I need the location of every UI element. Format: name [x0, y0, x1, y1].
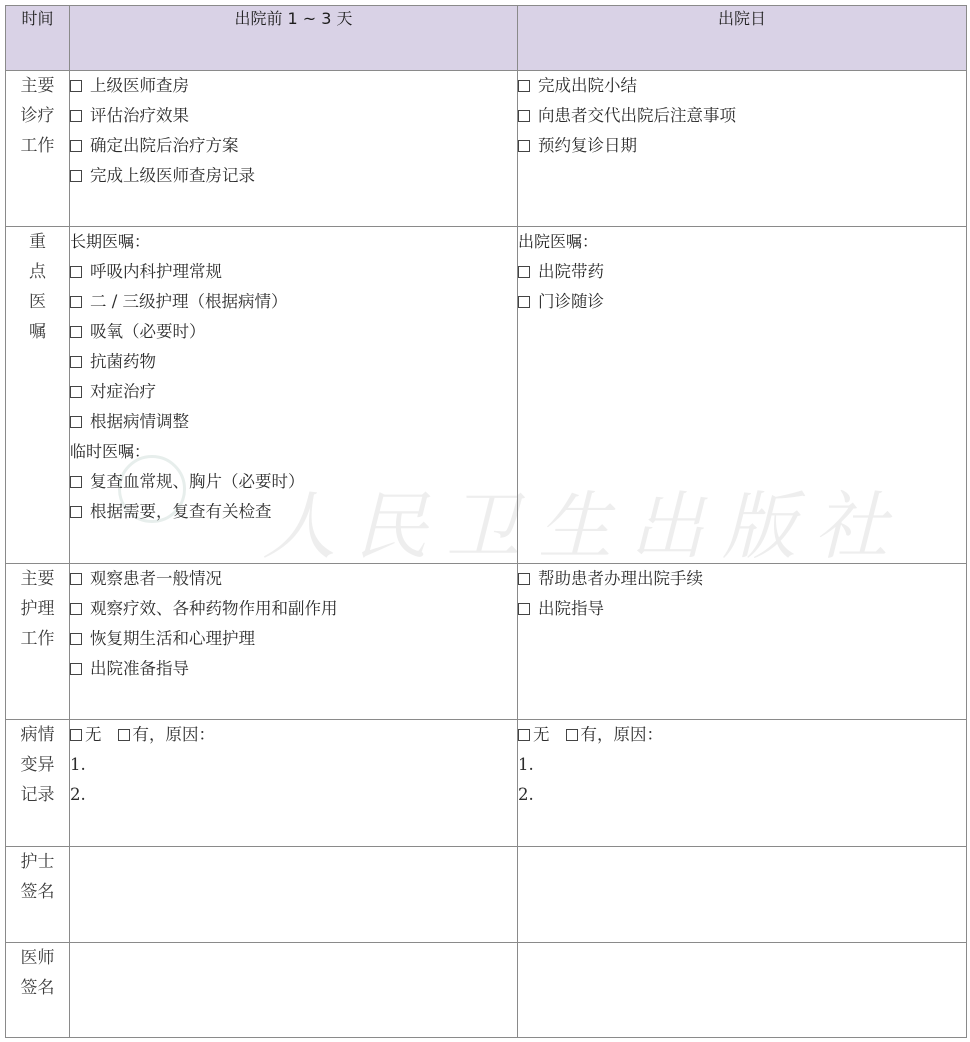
checkbox[interactable]	[518, 603, 530, 615]
checkbox-has[interactable]	[566, 729, 578, 741]
checklist-item-label: 观察疗效、各种药物作用和副作用	[90, 599, 338, 618]
checkbox[interactable]	[518, 573, 530, 585]
checkbox[interactable]	[70, 633, 82, 645]
row-label-variation	[6, 720, 70, 846]
checkbox[interactable]	[70, 140, 82, 152]
checkbox[interactable]	[70, 326, 82, 338]
checklist-item-label: 出院指导	[538, 599, 604, 618]
cell-variation-before	[70, 720, 518, 846]
cell-orders-before	[70, 227, 518, 564]
checklist-item	[70, 377, 517, 407]
checklist-item	[70, 257, 517, 287]
checkbox[interactable]	[70, 266, 82, 278]
checklist-item	[518, 101, 966, 131]
label-line: 工作	[20, 136, 55, 156]
checklist-item-label: 出院准备指导	[90, 659, 189, 678]
checkbox[interactable]	[70, 573, 82, 585]
checklist-item	[70, 407, 517, 437]
option-none-label: 无	[85, 725, 102, 745]
clinical-pathway-table	[5, 5, 967, 1038]
checklist-item	[70, 594, 517, 624]
reason-line-1[interactable]: 1.	[70, 755, 86, 775]
label-line: 护理	[20, 599, 55, 619]
checklist-item-label: 抗菌药物	[90, 352, 156, 372]
checklist-item-label: 出院带药	[538, 262, 604, 282]
checklist-item-label: 确定出院后治疗方案	[90, 136, 239, 155]
checklist-item-label: 帮助患者办理出院手续	[538, 569, 703, 588]
checklist-item-label: 观察患者一般情况	[90, 569, 222, 588]
checkbox[interactable]	[518, 110, 530, 122]
option-has-label: 有，原因：	[132, 725, 215, 745]
row-main-treatment	[6, 71, 967, 227]
checkbox-none[interactable]	[518, 729, 530, 741]
checkbox[interactable]	[70, 476, 82, 488]
checklist-item	[70, 564, 517, 594]
variation-options	[70, 720, 517, 750]
checklist-item-label: 门诊随诊	[538, 292, 604, 312]
cell-variation-discharge	[518, 720, 967, 846]
option-has-label: 有，原因：	[580, 725, 663, 745]
row-label-key-orders	[6, 227, 70, 564]
checklist-item-label: 呼吸内科护理常规	[90, 262, 222, 282]
checklist-item-label: 根据需要，复查有关检查	[90, 502, 272, 522]
checklist-item	[70, 624, 517, 654]
doctor-signature-before-field[interactable]	[70, 942, 518, 1037]
label-line: 诊疗	[20, 106, 55, 126]
nurse-signature-before-field[interactable]	[70, 846, 518, 942]
checkbox[interactable]	[70, 506, 82, 518]
label-line: 医	[29, 292, 46, 313]
doctor-signature-discharge-field[interactable]	[518, 942, 967, 1037]
checklist-item	[70, 654, 517, 684]
checklist-item	[70, 71, 517, 101]
label-line: 点	[29, 262, 46, 283]
checklist-item-label: 完成上级医师查房记录	[90, 166, 255, 185]
checklist-item-label: 吸氧（必要时）	[90, 322, 206, 342]
checkbox[interactable]	[70, 170, 82, 182]
checklist-item-label: 向患者交代出院后注意事项	[538, 106, 736, 125]
label-line: 嘱	[29, 322, 46, 343]
checkbox-none[interactable]	[70, 729, 82, 741]
header-time: 时间	[6, 6, 70, 71]
checklist-item-label: 复查血常规、胸片（必要时）	[90, 472, 305, 492]
checklist-item	[518, 71, 966, 101]
checklist-item-label: 二 / 三级护理（根据病情）	[90, 292, 288, 312]
row-nursing	[6, 564, 967, 720]
checklist-item-label: 恢复期生活和心理护理	[90, 629, 255, 648]
cell-nursing-before	[70, 564, 518, 720]
checkbox[interactable]	[70, 110, 82, 122]
checkbox[interactable]	[70, 663, 82, 675]
label-line: 工作	[20, 629, 55, 649]
checklist-item	[70, 347, 517, 377]
header-before-discharge: 出院前 1 ~ 3 天	[70, 6, 518, 71]
label-line: 记录	[20, 785, 55, 806]
checklist-item	[70, 467, 517, 497]
checklist-item-label: 上级医师查房	[90, 76, 189, 95]
reason-line-2[interactable]: 2.	[70, 785, 86, 805]
row-label-nursing	[6, 564, 70, 720]
checklist-item	[70, 497, 517, 527]
checklist-item	[70, 287, 517, 317]
nurse-signature-discharge-field[interactable]	[518, 846, 967, 942]
checkbox[interactable]	[70, 386, 82, 398]
cell-orders-discharge	[518, 227, 967, 564]
checklist-item	[70, 161, 517, 191]
label-line: 签名	[20, 881, 55, 902]
checkbox[interactable]	[518, 80, 530, 92]
checklist-item	[70, 131, 517, 161]
checklist-item-label: 对症治疗	[90, 382, 156, 402]
publisher-watermark: 人民卫生出版社	[262, 484, 906, 570]
checkbox-has[interactable]	[118, 729, 130, 741]
checkbox[interactable]	[518, 140, 530, 152]
checklist-item	[518, 257, 966, 287]
checkbox[interactable]	[70, 356, 82, 368]
option-none-label: 无	[533, 725, 550, 745]
checkbox[interactable]	[70, 603, 82, 615]
long-term-orders-heading: 长期医嘱：	[70, 232, 151, 252]
checkbox[interactable]	[518, 266, 530, 278]
header-discharge-day: 出院日	[518, 6, 967, 71]
checkbox[interactable]	[518, 296, 530, 308]
checkbox[interactable]	[70, 80, 82, 92]
label-line: 病情	[20, 725, 55, 746]
checkbox[interactable]	[70, 296, 82, 308]
label-line: 重	[29, 232, 46, 253]
variation-options	[518, 720, 966, 750]
row-label-main-treatment	[6, 71, 70, 227]
checklist-item-label: 完成出院小结	[538, 76, 637, 95]
checklist-item	[518, 594, 966, 624]
header-row	[6, 6, 967, 71]
cell-nursing-discharge	[518, 564, 967, 720]
row-label-nurse-signature	[6, 846, 70, 942]
checkbox[interactable]	[70, 416, 82, 428]
label-line: 签名	[20, 977, 55, 998]
row-variation	[6, 720, 967, 846]
reason-line-1[interactable]: 1.	[518, 755, 534, 775]
temporary-orders-heading: 临时医嘱：	[70, 442, 151, 462]
cell-treatment-before	[70, 71, 518, 227]
checklist-item	[70, 101, 517, 131]
checklist-item-label: 预约复诊日期	[538, 136, 637, 155]
reason-line-2[interactable]: 2.	[518, 785, 534, 805]
row-doctor-signature	[6, 942, 967, 1037]
label-line: 变异	[20, 755, 55, 776]
row-label-doctor-signature	[6, 942, 70, 1037]
label-line: 主要	[20, 569, 55, 589]
cell-treatment-discharge	[518, 71, 967, 227]
label-line: 护士	[20, 851, 55, 872]
checklist-item	[518, 564, 966, 594]
checklist-item-label: 评估治疗效果	[90, 106, 189, 125]
discharge-orders-heading: 出院医嘱：	[518, 232, 599, 252]
row-key-orders	[6, 227, 967, 564]
checklist-item	[518, 287, 966, 317]
row-nurse-signature	[6, 846, 967, 942]
label-line: 主要	[20, 76, 55, 96]
checklist-item-label: 根据病情调整	[90, 412, 189, 432]
checklist-item	[70, 317, 517, 347]
checklist-item	[518, 131, 966, 161]
label-line: 医师	[20, 947, 55, 968]
